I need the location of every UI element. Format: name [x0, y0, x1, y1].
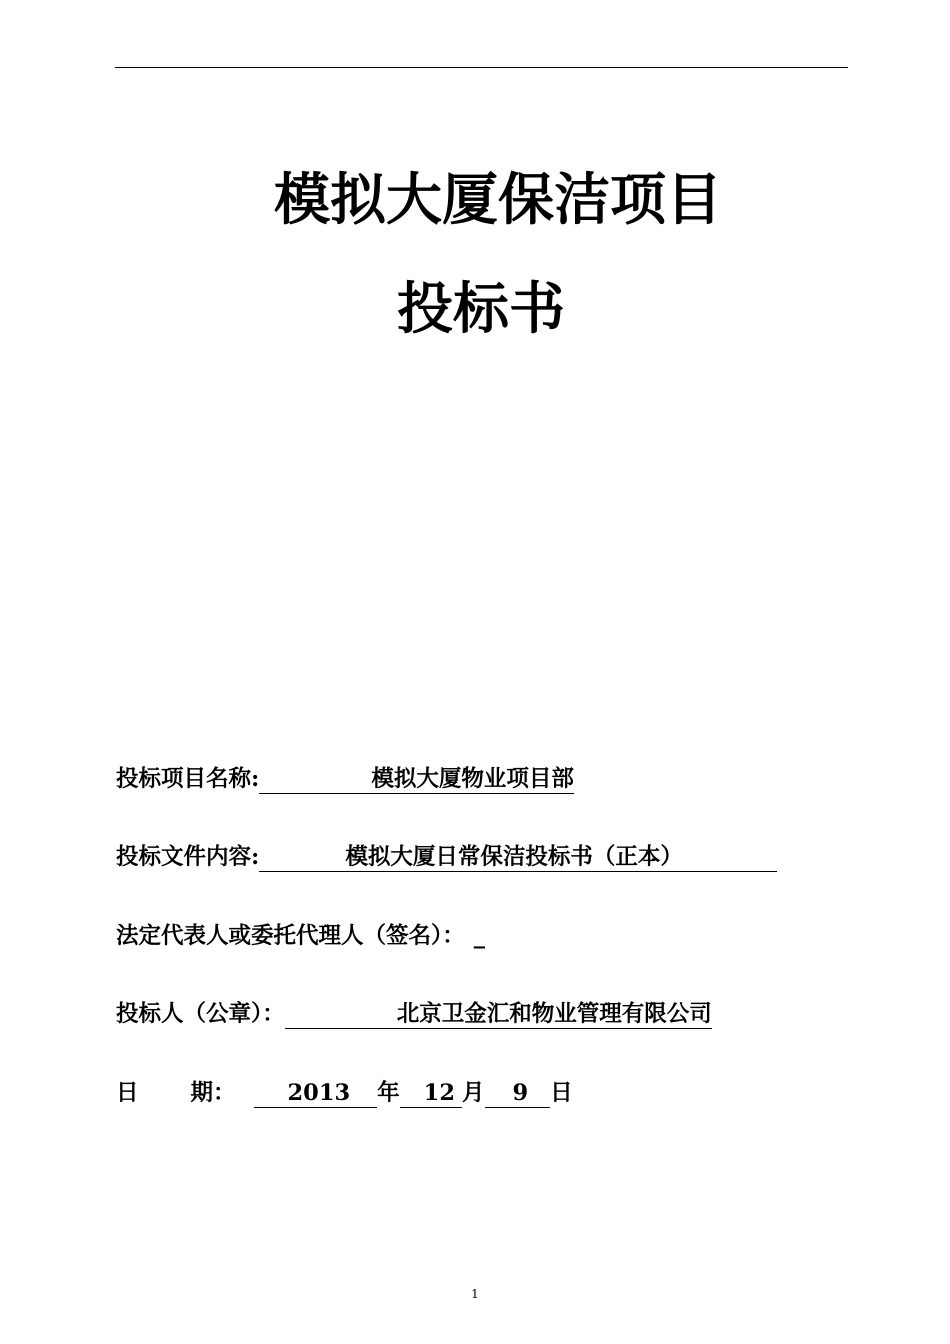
document-content-value-underline	[259, 846, 777, 872]
bidder-value-underline	[285, 1003, 712, 1029]
bidder-field	[116, 1003, 712, 1029]
date-label-day: 日	[116, 1080, 139, 1106]
date-day-underline	[485, 1082, 551, 1108]
date-field	[116, 1082, 573, 1108]
date-day-unit: 日	[550, 1080, 573, 1106]
date-year-underline	[254, 1082, 378, 1108]
project-name-label: 投标项目名称:	[116, 766, 260, 792]
representative-label: 法定代表人或委托代理人（签名）：	[116, 923, 465, 949]
date-month-unit: 月	[461, 1080, 485, 1106]
project-name-value-underline	[259, 768, 574, 794]
document-title: 模拟大厦保洁项目	[274, 168, 722, 233]
date-day: 9	[512, 1080, 529, 1106]
project-name-field	[116, 768, 574, 794]
representative-signature-blank: _	[473, 923, 486, 949]
document-content-value: 模拟大厦日常保洁投标书（正本）	[345, 844, 683, 870]
date-year-unit: 年	[377, 1080, 400, 1106]
date-month-underline	[400, 1082, 462, 1108]
representative-field	[116, 925, 485, 948]
project-name-value: 模拟大厦物业项目部	[371, 766, 574, 792]
page-number: 1	[471, 1287, 479, 1301]
document-content-field	[116, 846, 777, 872]
date-label-period: 期：	[190, 1080, 236, 1106]
document-content-label: 投标文件内容:	[116, 844, 260, 870]
date-month: 12	[423, 1080, 455, 1106]
date-year: 2013	[287, 1080, 351, 1106]
document-subtitle: 投标书	[397, 277, 565, 342]
bidder-label: 投标人（公章）：	[116, 1001, 285, 1027]
bidder-value: 北京卫金汇和物业管理有限公司	[396, 1001, 712, 1027]
header-rule	[115, 67, 848, 68]
